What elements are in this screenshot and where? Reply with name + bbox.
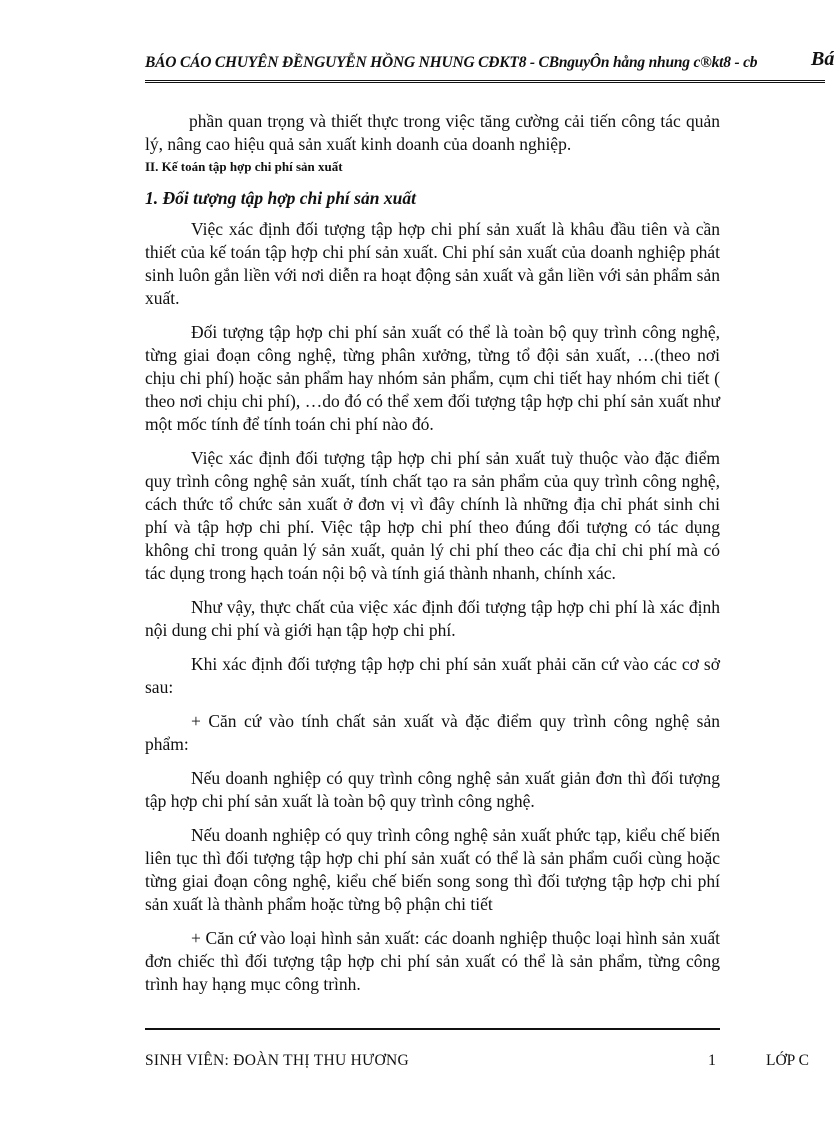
paragraph: Đối tượng tập hợp chi phí sản xuất có thể là toàn bộ quy trình công nghệ, từng giai đoạn công nghệ, từng phân xưởng, từng tổ đội sản xuất, …(theo nơi chịu chi phí) hoặc sản phẩm hay nhóm sản phẩm, cụm chi tiết hay nhóm chi tiết ( theo nơi chịu chi phí), …do đó có thể xem đối tượng tập hợp chi phí sản xuất như một mốc tính để tính toán chi phí nào đó.	[145, 322, 720, 434]
section-heading: II. Kế toán tập hợp chi phí sản xuất	[145, 159, 343, 174]
subsection-heading: 1. Đối tượng tập hợp chi phí sản xuất	[145, 188, 416, 208]
document-body	[145, 110, 720, 1007]
footer-student-name: SINH VIÊN: ĐOÀN THỊ THU HƯƠNG	[145, 1052, 409, 1069]
paragraph-continuation: phần quan trọng và thiết thực trong việc tăng cường cải tiến công tác quản lý, nâng cao hiệu quả sản xuất kinh doanh của doanh nghiệp.	[145, 111, 720, 154]
header-title-overflow: Bá	[811, 48, 834, 70]
running-header	[145, 48, 834, 83]
footer-divider	[145, 1028, 720, 1030]
page-number: 1	[708, 1052, 716, 1069]
paragraph: Nếu doanh nghiệp có quy trình công nghệ sản xuất phức tạp, kiểu chế biến liên tục thì đối tượng tập hợp chi phí sản xuất có thể là sản phẩm cuối cùng hoặc từng giai đoạn công nghệ, kiểu chế biến song song thì đối tượng tập hợp chi phí sản xuất là thành phẩm hoặc từng bộ phận chi tiết	[145, 825, 720, 914]
paragraph: Nếu doanh nghiệp có quy trình công nghệ sản xuất giản đơn thì đối tượng tập hợp chi phí sản xuất là toàn bộ quy trình công nghệ.	[145, 768, 720, 811]
paragraph: Việc xác định đối tượng tập hợp chi phí sản xuất là khâu đầu tiên và cần thiết của kế toán tập hợp chi phí sản xuất. Chi phí sản xuất của doanh nghiệp phát sinh luôn gắn liền với nơi diễn ra hoạt động sản xuất và gắn liền với sản phẩm sản xuất.	[145, 219, 721, 308]
paragraph: Như vậy, thực chất của việc xác định đối tượng tập hợp chi phí là xác định nội dung chi phí và giới hạn tập hợp chi phí.	[145, 597, 720, 640]
footer-class: LỚP C	[766, 1052, 809, 1069]
paragraph: + Căn cứ vào tính chất sản xuất và đặc điểm quy trình công nghệ sản phẩm:	[145, 711, 720, 754]
paragraph: Việc xác định đối tượng tập hợp chi phí sản xuất tuỳ thuộc vào đặc điểm quy trình công nghệ sản xuất, tính chất tạo ra sản phẩm của quy trình công nghệ, cách thức tổ chức sản xuất ở đơn vị vì đây chính là những địa chỉ phát sinh chi phí và tập hợp chi phí. Việc tập hợp chi phí theo đúng đối tượng có tác dụng không chỉ trong quản lý sản xuất, quản lý chi phí theo các địa chỉ chi phí mà có tác dụng trong hạch toán nội bộ và tính giá thành nhanh, chính xác.	[145, 448, 720, 583]
header-title: BÁO CÁO CHUYÊN ĐỀNGUYỄN HỒNG NHUNG CĐKT8 - CBnguyÔn hång nhung c®kt8 - cb	[145, 54, 758, 71]
paragraph: Khi xác định đối tượng tập hợp chi phí sản xuất phải căn cứ vào các cơ sở sau:	[145, 654, 720, 697]
paragraph: + Căn cứ vào loại hình sản xuất: các doanh nghiệp thuộc loại hình sản xuất đơn chiếc thì đối tượng tập hợp chi phí sản xuất có thể là sản phẩm, từng công trình hay hạng mục công trình.	[145, 928, 720, 994]
